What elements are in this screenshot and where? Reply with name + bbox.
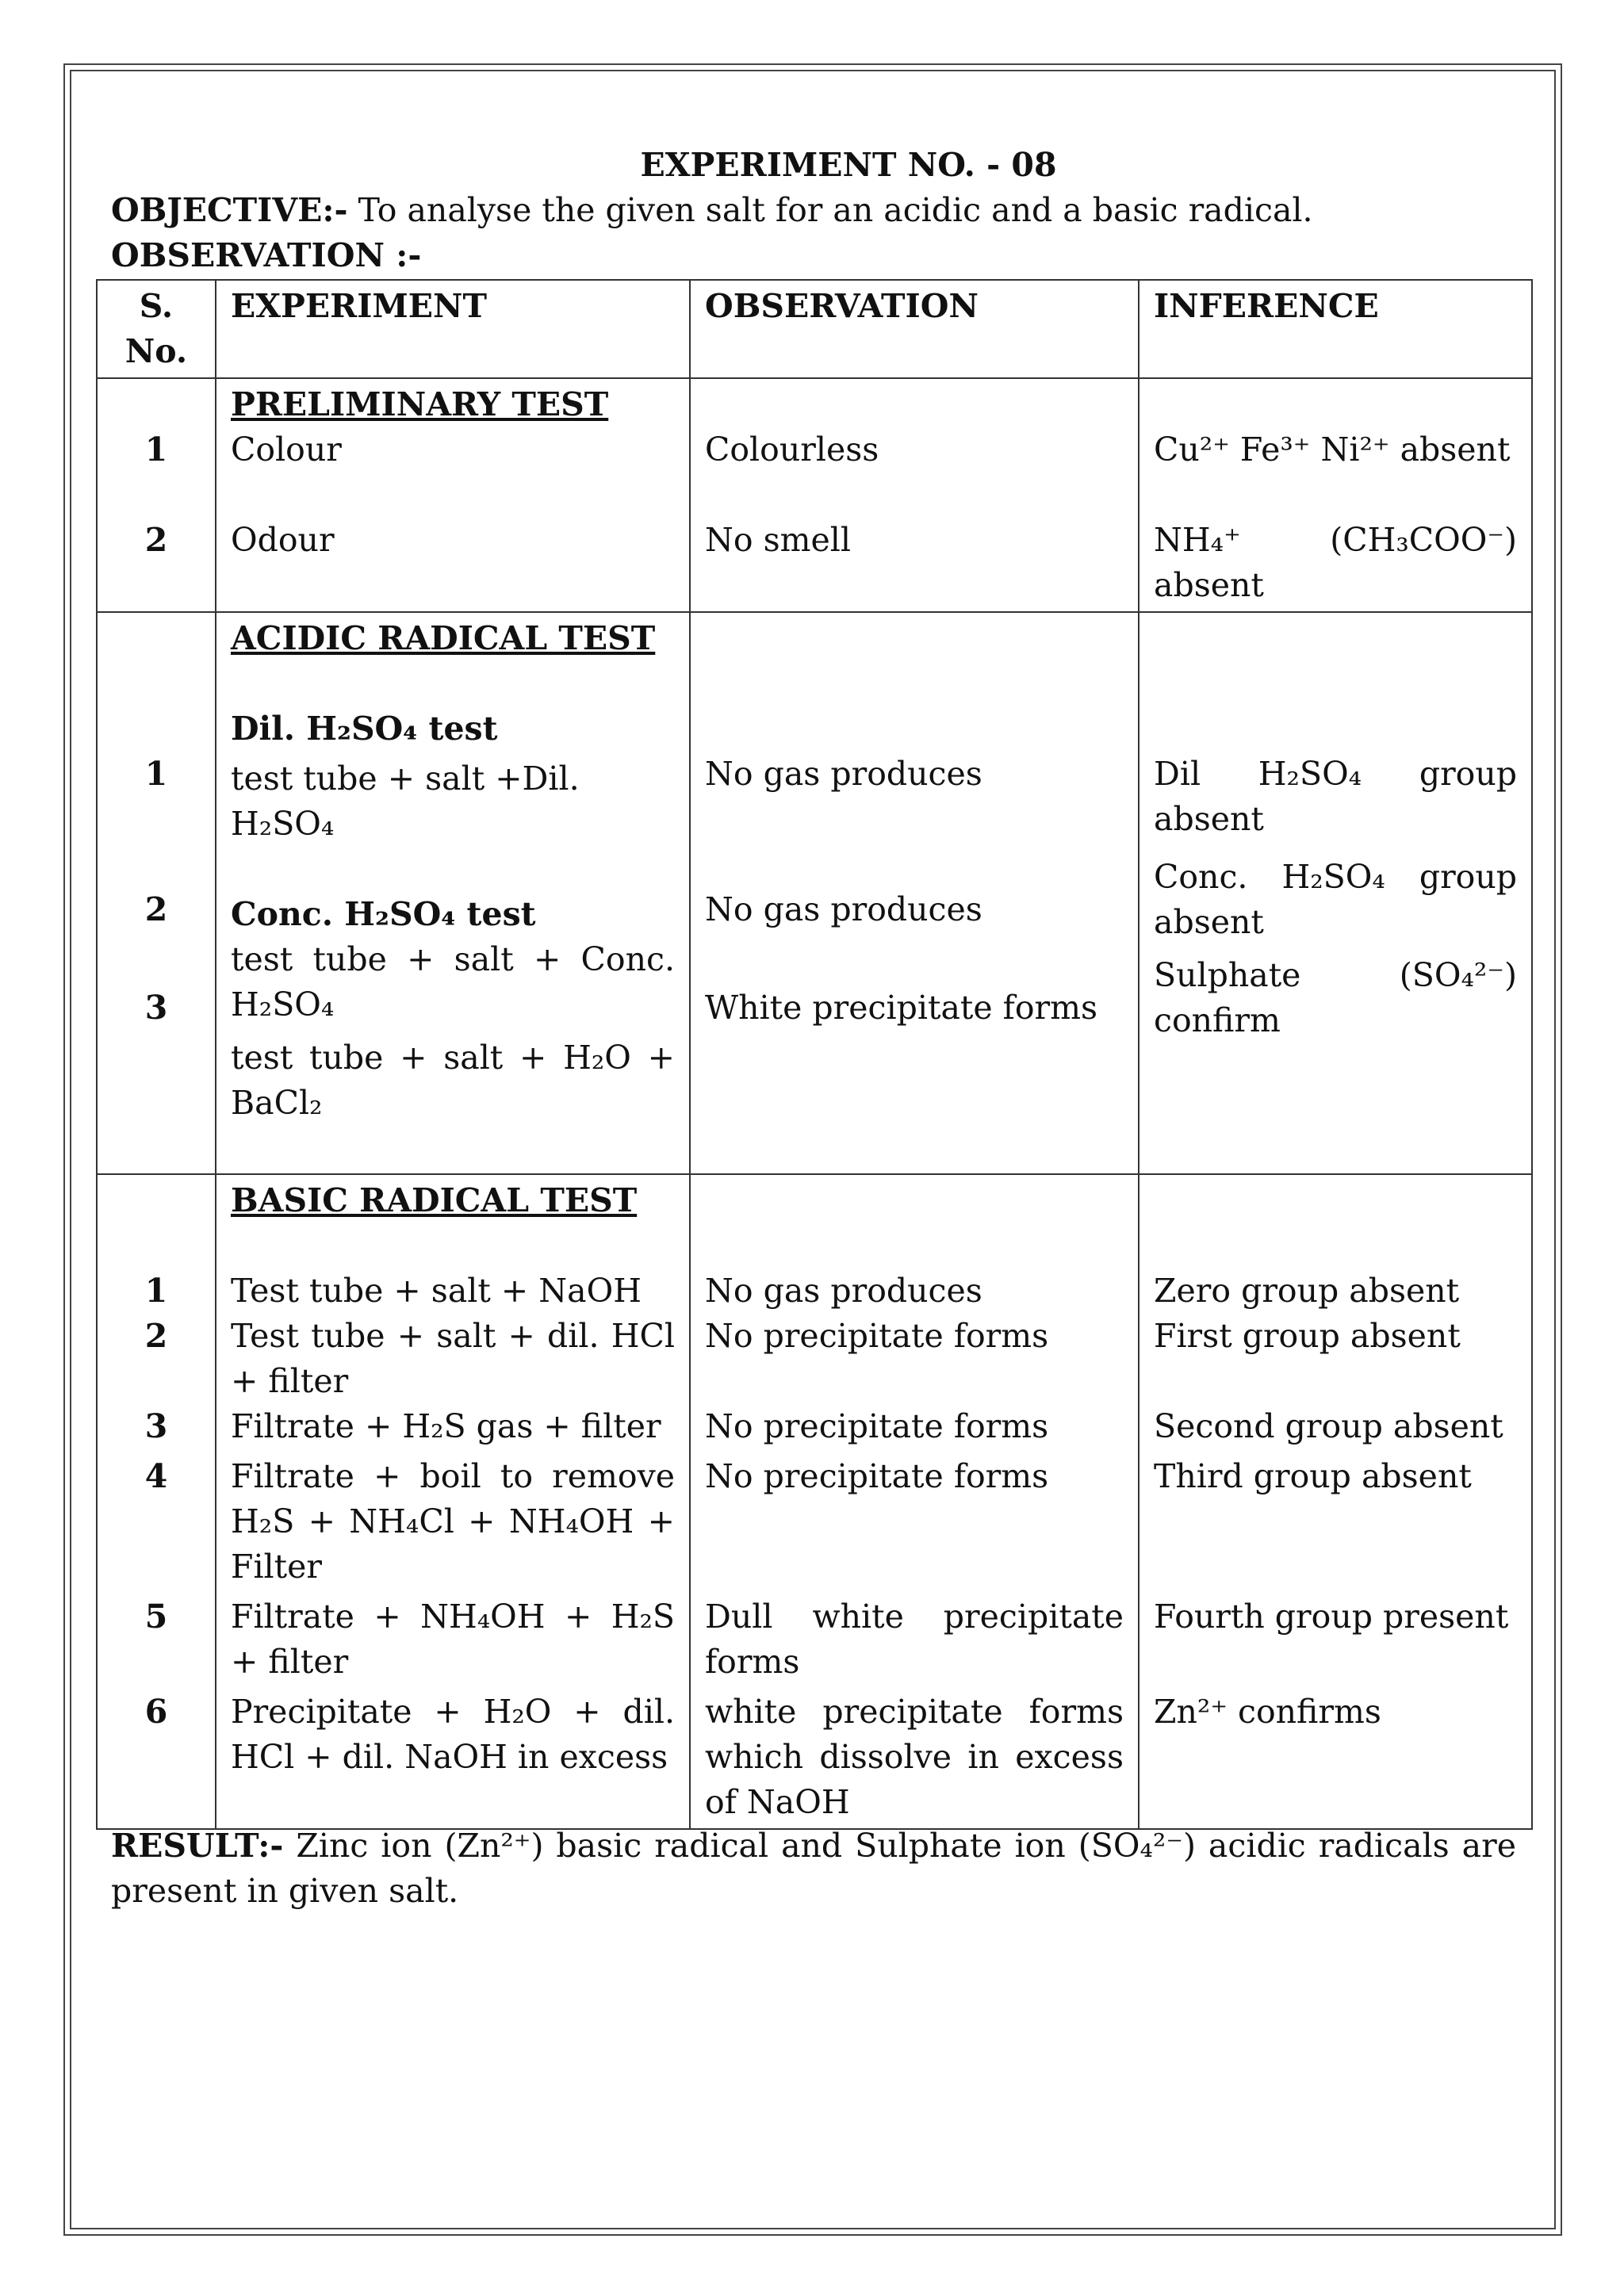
table-header-row bbox=[97, 280, 1532, 378]
inference-text: Zn²⁺ confirms bbox=[1154, 1693, 1381, 1731]
observation-text: White precipitate forms bbox=[705, 989, 1098, 1027]
basic-section bbox=[97, 1174, 1532, 1829]
observation-text: No precipitate forms bbox=[705, 1407, 1049, 1445]
preliminary-section bbox=[97, 378, 1532, 612]
observation-cell bbox=[690, 612, 1139, 1174]
acidic-section bbox=[97, 612, 1532, 1174]
sno: 1 bbox=[144, 755, 168, 793]
experiment-cell bbox=[216, 1174, 690, 1829]
sno-cell bbox=[97, 612, 216, 1174]
experiment-text: test tube + salt + Conc. H₂SO₄ bbox=[231, 940, 675, 1024]
observation-label: OBSERVATION :- bbox=[111, 236, 422, 274]
objective-line bbox=[111, 188, 1522, 233]
sno: 6 bbox=[144, 1693, 168, 1731]
section-title-preliminary: PRELIMINARY TEST bbox=[231, 385, 609, 423]
experiment-text: Test tube + salt + dil. HCl + filter bbox=[231, 1317, 675, 1400]
inference-cell bbox=[1139, 612, 1532, 1174]
sno-cell bbox=[97, 378, 216, 612]
inference-cell bbox=[1139, 1174, 1532, 1829]
section-title-basic: BASIC RADICAL TEST bbox=[231, 1181, 638, 1219]
experiment-text: Test tube + salt + NaOH bbox=[231, 1272, 642, 1310]
observation-text: white precipitate forms which dissolve in excess of NaOH bbox=[705, 1693, 1124, 1821]
inference-text: Dil H₂SO₄ group absent bbox=[1154, 755, 1517, 838]
sno: 5 bbox=[144, 1598, 168, 1636]
observation-text: Colourless bbox=[705, 430, 879, 469]
observation-table bbox=[96, 279, 1533, 1830]
sno: 4 bbox=[144, 1457, 168, 1495]
experiment-text: Odour bbox=[231, 521, 335, 559]
result-paragraph bbox=[111, 1823, 1516, 1914]
observation-cell bbox=[690, 1174, 1139, 1829]
experiment-text: Precipitate + H₂O + dil. HCl + dil. NaOH in excess bbox=[231, 1693, 675, 1776]
sno: 3 bbox=[144, 989, 168, 1027]
experiment-text: Filtrate + H₂S gas + filter bbox=[231, 1407, 661, 1445]
objective-text: To analyse the given salt for an acidic and a basic radical. bbox=[347, 191, 1313, 229]
observation-text: Dull white precipitate forms bbox=[705, 1598, 1124, 1681]
sno: 2 bbox=[144, 1317, 168, 1355]
sno: 2 bbox=[144, 890, 168, 928]
experiment-text: test tube + salt +Dil. H₂SO₄ bbox=[231, 760, 580, 843]
inference-text: Fourth group present bbox=[1154, 1598, 1509, 1636]
observation-text: No smell bbox=[705, 521, 851, 559]
experiment-text: test tube + salt + H₂O + BaCl₂ bbox=[231, 1039, 675, 1122]
subsection-conc: Conc. H₂SO₄ test bbox=[231, 895, 536, 933]
observation-text: No precipitate forms bbox=[705, 1457, 1049, 1495]
experiment-text: Colour bbox=[231, 430, 342, 469]
header-inference: INFERENCE bbox=[1139, 280, 1532, 378]
header-experiment: EXPERIMENT bbox=[216, 280, 690, 378]
inference-cell bbox=[1139, 378, 1532, 612]
observation-text: No gas produces bbox=[705, 755, 982, 793]
experiment-title: EXPERIMENT NO. - 08 bbox=[640, 146, 1057, 184]
subsection-dil: Dil. H₂SO₄ test bbox=[231, 710, 498, 748]
result-label: RESULT:- bbox=[111, 1827, 284, 1865]
inference-text: Second group absent bbox=[1154, 1407, 1503, 1445]
document-header bbox=[111, 143, 1522, 278]
sno: 1 bbox=[144, 430, 168, 469]
sno: 1 bbox=[144, 1272, 168, 1310]
sno-cell bbox=[97, 1174, 216, 1829]
sno: 2 bbox=[144, 521, 168, 559]
experiment-cell bbox=[216, 612, 690, 1174]
result-text: Zinc ion (Zn²⁺) basic radical and Sulphate ion (SO₄²⁻) acidic radicals are present in given salt. bbox=[111, 1827, 1516, 1910]
observation-cell bbox=[690, 378, 1139, 612]
observation-text: No precipitate forms bbox=[705, 1317, 1049, 1355]
observation-text: No gas produces bbox=[705, 1272, 982, 1310]
experiment-cell bbox=[216, 378, 690, 612]
inference-text: Cu²⁺ Fe³⁺ Ni²⁺ absent bbox=[1154, 430, 1511, 469]
experiment-text: Filtrate + boil to remove H₂S + NH₄Cl + NH₄OH + Filter bbox=[231, 1457, 675, 1586]
inference-text: Sulphate (SO₄²⁻) confirm bbox=[1154, 956, 1517, 1039]
experiment-text: Filtrate + NH₄OH + H₂S + filter bbox=[231, 1598, 675, 1681]
inference-text: Zero group absent bbox=[1154, 1272, 1460, 1310]
inference-text: Third group absent bbox=[1154, 1457, 1472, 1495]
header-sno: S. No. bbox=[97, 280, 216, 378]
section-title-acidic: ACIDIC RADICAL TEST bbox=[231, 619, 656, 657]
objective-label: OBJECTIVE:- bbox=[111, 191, 348, 229]
sno: 3 bbox=[144, 1407, 168, 1445]
inference-text: NH₄⁺ (CH₃COO⁻) absent bbox=[1154, 521, 1517, 604]
inference-text: First group absent bbox=[1154, 1317, 1461, 1355]
inference-text: Conc. H₂SO₄ group absent bbox=[1154, 858, 1517, 941]
header-observation: OBSERVATION bbox=[690, 280, 1139, 378]
observation-text: No gas produces bbox=[705, 890, 982, 928]
